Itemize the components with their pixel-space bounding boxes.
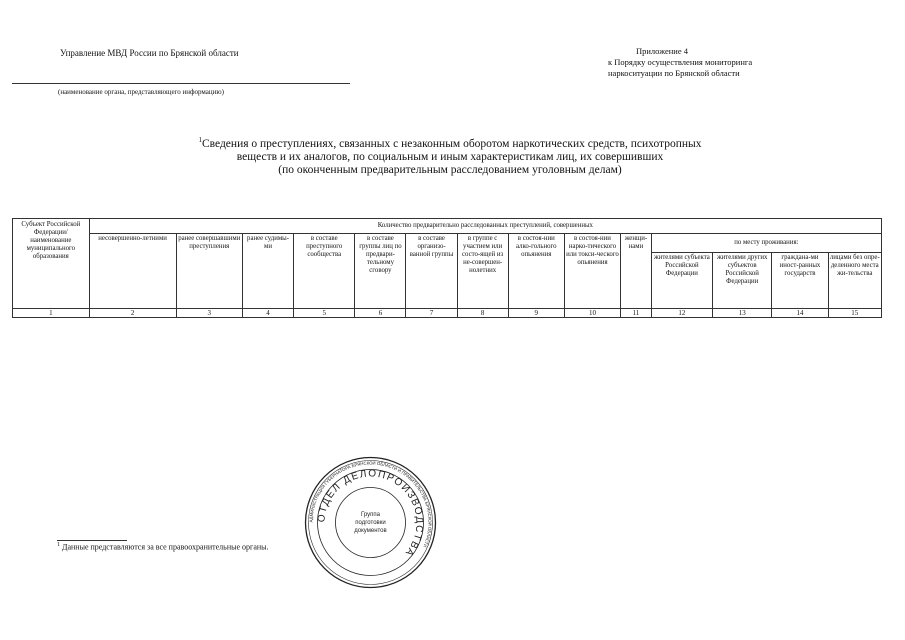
signature-line [12,83,350,84]
report-table [12,218,882,318]
appendix-line: Приложение 4 [636,46,688,56]
column-number: 6 [355,309,406,318]
col-header: жителями субъекта Российской Федерации [651,253,712,309]
appendix-line: наркоситуации по Брянской области [608,68,740,78]
title-line: веществ и их аналогов, по социальным и иным характеристикам лиц, их совершивших [236,150,664,163]
appendix-block [608,46,752,79]
organization-caption: (наименование органа, представляющего информацию) [58,88,224,96]
title-line: (по оконченным предварительным расследованием уголовным делам) [278,163,622,176]
footnote-mark: 1 [198,136,202,144]
appendix-line: к Порядку осуществления мониторинга [608,57,753,67]
col-header: в составе преступного сообщества [294,234,355,309]
col-header: женщи-нами [621,234,652,309]
column-number: 12 [651,309,712,318]
col-header: в составе организо-ванной группы [406,234,457,309]
column-number: 13 [713,309,772,318]
report-title [150,134,750,177]
organization-name: Управление МВД России по Брянской области [60,48,239,58]
column-number: 14 [772,309,828,318]
column-number: 5 [294,309,355,318]
column-number: 3 [176,309,242,318]
column-number: 1 [13,309,90,318]
column-number: 2 [89,309,176,318]
col-header: ранее совершавшими преступления [176,234,242,309]
column-number: 4 [242,309,293,318]
column-number: 8 [457,309,508,318]
column-number: 15 [828,309,881,318]
column-number: 10 [564,309,620,318]
column-number: 7 [406,309,457,318]
stamp-center-line: Группа [360,512,381,518]
stamp-outer-text: АДМИНИСТРАЦИЯ ГУБЕРНАТОРА БРЯНСКОЙ ОБЛАСТИ И ПРАВИТЕЛЬСТВА БРЯНСКОЙ ОБЛАСТИ [308,460,433,549]
subject-header: Субъект Российской Федерации/ наименование муниципального образования [13,219,90,309]
col-header: лицами без опре-деленного места жи-тельства [828,253,881,309]
stamp-ring-text: ОТДЕЛ ДЕЛОПРОИЗВОДСТВА [316,468,425,559]
stamp-center-line: подготовки [355,520,386,526]
col-header: несовершенно-летними [89,234,176,309]
col-header: в состоя-нии алко-гольного опьянения [508,234,564,309]
col-header: в составе группы лиц по предвари-тельному сговору [355,234,406,309]
column-number: 9 [508,309,564,318]
col-header: в группе с участием или состо-ящей из не-совершен-нолетних [457,234,508,309]
title-line: Сведения о преступлениях, связанных с незаконным оборотом наркотических средств, психотропных [201,137,702,150]
col-header: жителями других субъектов Российской Федерации [713,253,772,309]
residence-header: по месту проживания: [651,234,881,253]
col-header: граждана-ми иност-ранных государств [772,253,828,309]
footnote-divider [57,540,127,541]
stamp-center-line: документов [354,528,387,534]
col-header: в состоя-нии нарко-тического или токси-ческого опьянения [564,234,620,309]
col-header: ранее судимы-ми [242,234,293,309]
office-stamp [303,455,438,590]
column-number: 11 [621,309,652,318]
footnote-mark: 1 [57,542,60,548]
footnote-text: Данные представляются за все правоохранительные органы. [62,542,269,552]
group-header: Количество предварительно расследованных преступлений, совершенных [89,219,881,234]
footnote [57,542,269,552]
